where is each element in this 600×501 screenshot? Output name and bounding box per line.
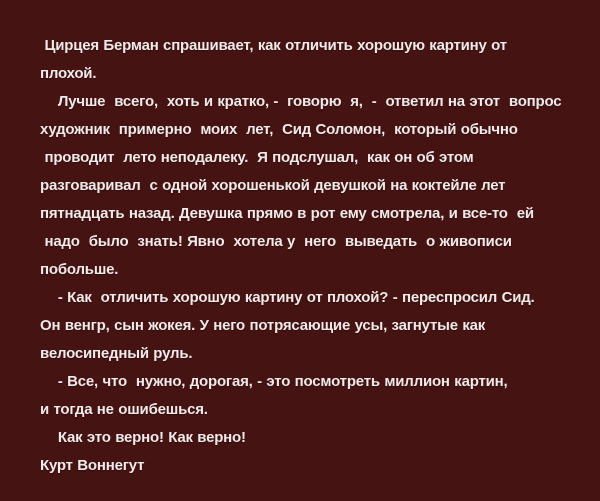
quote-line: надо было знать! Явно хотела у него выведать о живописи [40,233,512,250]
quote-line: велосипедный руль. [40,345,193,362]
quote-line: Он венгр, сын жокея. У него потрясающие усы, загнутые как [40,317,486,334]
quote-line: - Все, что нужно, дорогая, - это посмотреть миллион картин, [40,373,508,390]
quote-line: разговаривал с одной хорошенькой девушкой на коктейле лет [40,177,506,194]
quote-line: Как это верно! Как верно! [40,429,246,446]
quote-line: - Как отличить хорошую картину от плохой? - переспросил Сид. [40,289,535,306]
quote-line: побольше. [40,261,119,278]
quote-line: плохой. [40,65,97,82]
quote-line: проводит лето неподалеку. Я подслушал, как он об этом [40,149,474,166]
quote-text [40,32,600,452]
quote-line: художник примерно моих лет, Сид Соломон, который обычно [40,121,518,138]
quote-line: Цирцея Берман спрашивает, как отличить хорошую картину от [40,37,507,54]
quote-line: Лучше всего, хоть и кратко, - говорю я, - ответил на этот вопрос [40,93,562,110]
quote-line: и тогда не ошибешься. [40,401,208,418]
quote-line: пятнадцать назад. Девушка прямо в рот ему смотрела, и все-то ей [40,205,534,222]
author-name: Курт Воннегут [40,457,145,474]
